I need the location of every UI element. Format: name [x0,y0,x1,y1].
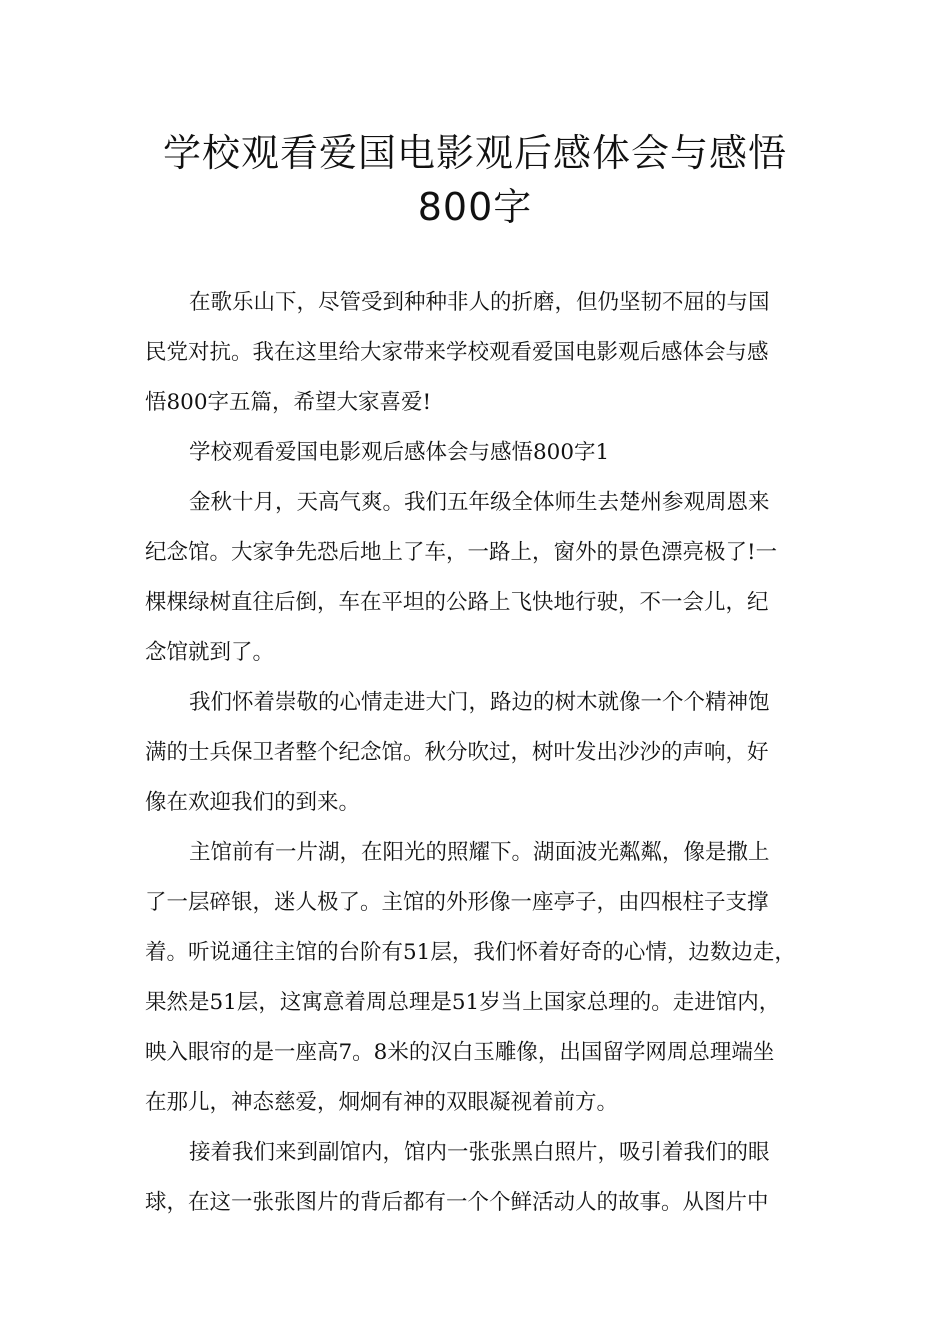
text-line: 主馆前有一片湖，在阳光的照耀下。湖面波光粼粼，像是撒上 [189,840,770,865]
document-body [145,278,815,1228]
paragraph-1 [145,478,815,678]
section-heading [145,428,815,478]
text-line: 着。听说通往主馆的台阶有51层，我们怀着好奇的心情，边数边走， [145,940,796,965]
text-line: 接着我们来到副馆内，馆内一张张黑白照片，吸引着我们的眼 [189,1140,770,1165]
paragraph-4 [145,1128,815,1228]
text-line: 我们怀着崇敬的心情走进大门，路边的树木就像一个个精神饱 [189,690,770,715]
text-line: 在那儿，神态慈爱，炯炯有神的双眼凝视着前方。 [145,1090,619,1115]
paragraph-intro [145,278,815,428]
text-line: 学校观看爱国电影观后感体会与感悟800字1 [189,440,610,465]
text-line: 满的士兵保卫者整个纪念馆。秋分吹过，树叶发出沙沙的声响，好 [145,740,769,765]
text-line: 纪念馆。大家争先恐后地上了车，一路上，窗外的景色漂亮极了!一 [145,540,778,565]
text-line: 悟800字五篇，希望大家喜爱! [145,390,432,415]
text-line: 球，在这一张张图片的背后都有一个个鲜活动人的故事。从图片中 [145,1190,769,1215]
text-line: 在歌乐山下，尽管受到种种非人的折磨，但仍坚韧不屈的与国 [189,290,770,315]
text-line: 金秋十月，天高气爽。我们五年级全体师生去楚州参观周恩来 [189,490,770,515]
title-line-2: 800字 [417,185,533,229]
document-title [0,126,950,234]
text-line: 民党对抗。我在这里给大家带来学校观看爱国电影观后感体会与感 [145,340,769,365]
text-line: 像在欢迎我们的到来。 [145,790,361,815]
text-line: 念馆就到了。 [145,640,275,665]
paragraph-2 [145,678,815,828]
text-line: 棵棵绿树直往后倒，车在平坦的公路上飞快地行驶，不一会儿，纪 [145,590,769,615]
paragraph-3 [145,828,815,1128]
text-line: 映入眼帘的是一座高7。8米的汉白玉雕像，出国留学网周总理端坐 [145,1040,775,1065]
text-line: 了一层碎银，迷人极了。主馆的外形像一座亭子，由四根柱子支撑 [145,890,769,915]
text-line: 果然是51层，这寓意着周总理是51岁当上国家总理的。走进馆内， [145,990,781,1015]
title-line-1: 学校观看爱国电影观后感体会与感悟 [162,131,787,175]
